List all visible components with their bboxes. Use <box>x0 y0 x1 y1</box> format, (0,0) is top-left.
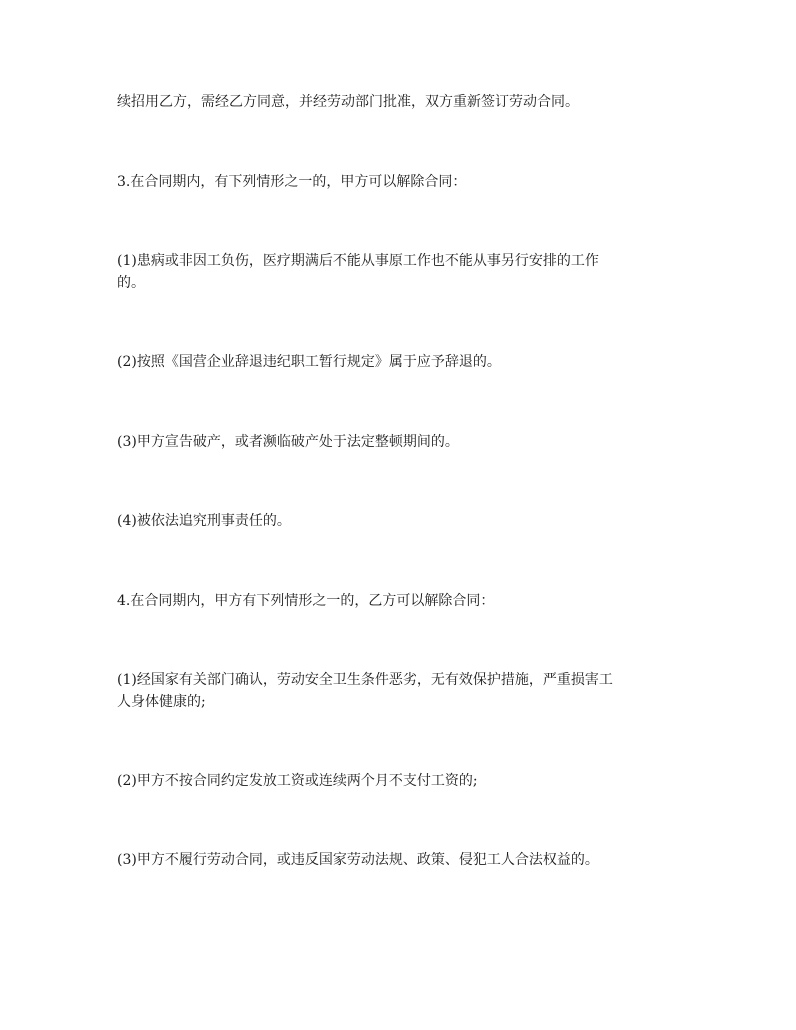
paragraph-line: 续招用乙方，需经乙方同意，并经劳动部门批准，双方重新签订劳动合同。 <box>117 94 579 110</box>
paragraph-line: (3)甲方不履行劳动合同，或违反国家劳动法规、政策、侵犯工人合法权益的。 <box>117 852 599 868</box>
paragraph-line: (1)患病或非因工负伤，医疗期满后不能从事原工作也不能从事另行安排的工作 <box>117 253 599 269</box>
paragraph-line: (2)按照《国营企业辞退违纪职工暂行规定》属于应予辞退的。 <box>117 354 501 370</box>
clause-4-heading <box>117 590 677 612</box>
paragraph-continuation <box>117 91 677 113</box>
clause-4-item-1 <box>117 669 677 713</box>
paragraph-line: 的。 <box>117 275 145 291</box>
clause-4-item-2 <box>117 770 677 792</box>
clause-3-heading <box>117 171 677 193</box>
paragraph-line: (1)经国家有关部门确认，劳动安全卫生条件恶劣，无有效保护措施，严重损害工 <box>117 672 613 688</box>
paragraph-line: 人身体健康的; <box>117 694 206 710</box>
paragraph-line: (2)甲方不按合同约定发放工资或连续两个月不支付工资的; <box>117 773 478 789</box>
clause-3-item-2 <box>117 351 677 373</box>
paragraph-line: 4.在合同期内，甲方有下列情形之一的，乙方可以解除合同： <box>117 593 495 609</box>
paragraph-line: 3.在合同期内，有下列情形之一的，甲方可以解除合同： <box>117 174 467 190</box>
clause-3-item-1 <box>117 250 677 294</box>
paragraph-line: (3)甲方宣告破产，或者濒临破产处于法定整顿期间的。 <box>117 434 459 450</box>
clause-4-item-3 <box>117 849 677 871</box>
clause-3-item-4 <box>117 510 677 532</box>
paragraph-line: (4)被依法追究刑事责任的。 <box>117 513 291 529</box>
clause-3-item-3 <box>117 431 677 453</box>
